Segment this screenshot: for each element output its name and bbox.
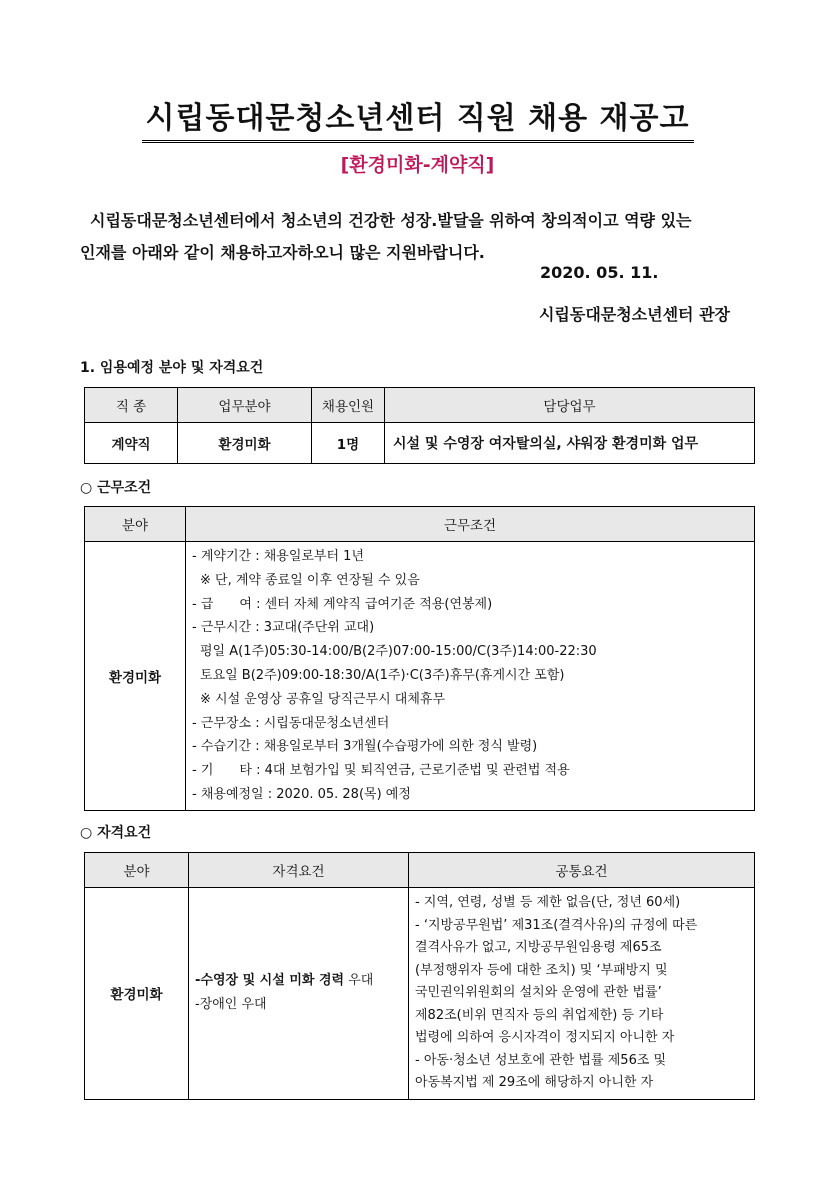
condition-line: - 근무시간 : 3교대(주단위 교대) [192, 620, 375, 636]
common-line: 결격사유가 없고, 지방공무원임용령 제65조 [415, 940, 662, 955]
document-subtitle: [환경미화-계약직] [340, 154, 495, 176]
cell-headcount: 1명 [312, 423, 385, 464]
header-work-area: 업무분야 [178, 388, 312, 423]
condition-line: - 계약기간 : 채용일로부터 1년 [192, 549, 365, 564]
header-field: 분야 [85, 853, 189, 888]
cell-conditions [186, 542, 755, 811]
condition-line: ※ 단, 계약 종료일 이후 연장될 수 있음 [200, 572, 420, 588]
table-row [85, 888, 755, 1100]
cell-field: 환경미화 [85, 542, 186, 811]
condition-line: - 채용예정일 : 2020. 05. 28(목) 예정 [192, 786, 411, 802]
document-title-wrap [0, 100, 835, 143]
cell-duties: 시설 및 수영장 여자탈의실, 샤워장 환경미화 업무 [385, 423, 755, 464]
cell-job-type: 계약직 [85, 423, 178, 464]
intro-line-1: 시립동대문청소년센터에서 청소년의 건강한 성장.발달을 위하여 창의적이고 역량 있는 [90, 211, 692, 230]
table-row [85, 542, 755, 811]
header-common: 공통요건 [409, 853, 755, 888]
condition-line: ※ 시설 운영상 공휴일 당직근무시 대체휴무 [200, 691, 446, 707]
condition-line: - 급 여 : 센터 자체 계약직 급여기준 적용(연봉제) [192, 596, 493, 612]
table-header-row [85, 507, 755, 542]
common-line: 국민권익위원회의 설치와 운영에 관한 법률’ [415, 985, 662, 1000]
common-line: - 지역, 연령, 성별 등 제한 없음(단, 정년 60세) [415, 895, 681, 910]
section-1-heading: 1. 임용예정 분야 및 자격요건 [80, 360, 264, 376]
qualification-rest: 우대 [344, 973, 374, 989]
table-header-row [85, 388, 755, 423]
qualification-bold: -수영장 및 시설 미화 경력 [195, 973, 345, 989]
cell-field: 환경미화 [85, 888, 189, 1100]
qualification-line: -장애인 우대 [195, 997, 267, 1013]
document-title: 시립동대문청소년센터 직원 채용 재공고 [142, 100, 694, 143]
common-line: 제82조(비위 면직자 등의 취업제한) 등 기타 [415, 1007, 664, 1023]
qualification-line [195, 969, 402, 993]
common-line: - 아동·청소년 성보호에 관한 법률 제56조 및 [415, 1052, 667, 1068]
header-field: 분야 [85, 507, 186, 542]
cell-common-requirements [409, 888, 755, 1100]
table-header-row [85, 853, 755, 888]
condition-line: - 근무장소 : 시립동대문청소년센터 [192, 715, 390, 731]
cell-qualifications [189, 888, 409, 1100]
header-qualifications: 자격요건 [189, 853, 409, 888]
intro-paragraph [80, 205, 760, 269]
section-3-heading: ○ 자격요건 [80, 825, 152, 841]
condition-line: 토요일 B(2주)09:00-18:30/A(1주)·C(3주)휴무(휴게시간 포함) [200, 667, 565, 683]
announcement-date: 2020. 05. 11. [540, 263, 659, 282]
work-conditions-table [84, 506, 755, 811]
common-line: - ‘지방공무원법’ 제31조(결격사유)의 규정에 따른 [415, 917, 698, 933]
qualifications-table [84, 852, 755, 1100]
common-line: 아동복지법 제 29조에 해당하지 아니한 자 [415, 1075, 654, 1090]
section-2-heading: ○ 근무조건 [80, 480, 152, 496]
common-line: (부정행위자 등에 대한 조치) 및 ‘부패방지 및 [415, 962, 668, 978]
table-row [85, 423, 755, 464]
condition-line: 평일 A(1주)05:30-14:00/B(2주)07:00-15:00/C(3주)14:00-22:30 [200, 644, 597, 660]
signer: 시립동대문청소년센터 관장 [538, 305, 730, 324]
condition-line: - 수습기간 : 채용일로부터 3개월(수습평가에 의한 정식 발령) [192, 739, 538, 755]
header-conditions: 근무조건 [186, 507, 755, 542]
condition-line: - 기 타 : 4대 보험가입 및 퇴직연금, 근로기준법 및 관련법 적용 [192, 763, 570, 779]
position-table [84, 387, 755, 464]
header-job-type: 직 종 [85, 388, 178, 423]
header-duties: 담당업무 [385, 388, 755, 423]
cell-work-area: 환경미화 [178, 423, 312, 464]
header-headcount: 채용인원 [312, 388, 385, 423]
intro-line-2: 인재를 아래와 같이 채용하고자하오니 많은 지원바랍니다. [80, 243, 485, 262]
common-line: 법령에 의하여 응시자격이 정지되지 아니한 자 [415, 1030, 675, 1045]
